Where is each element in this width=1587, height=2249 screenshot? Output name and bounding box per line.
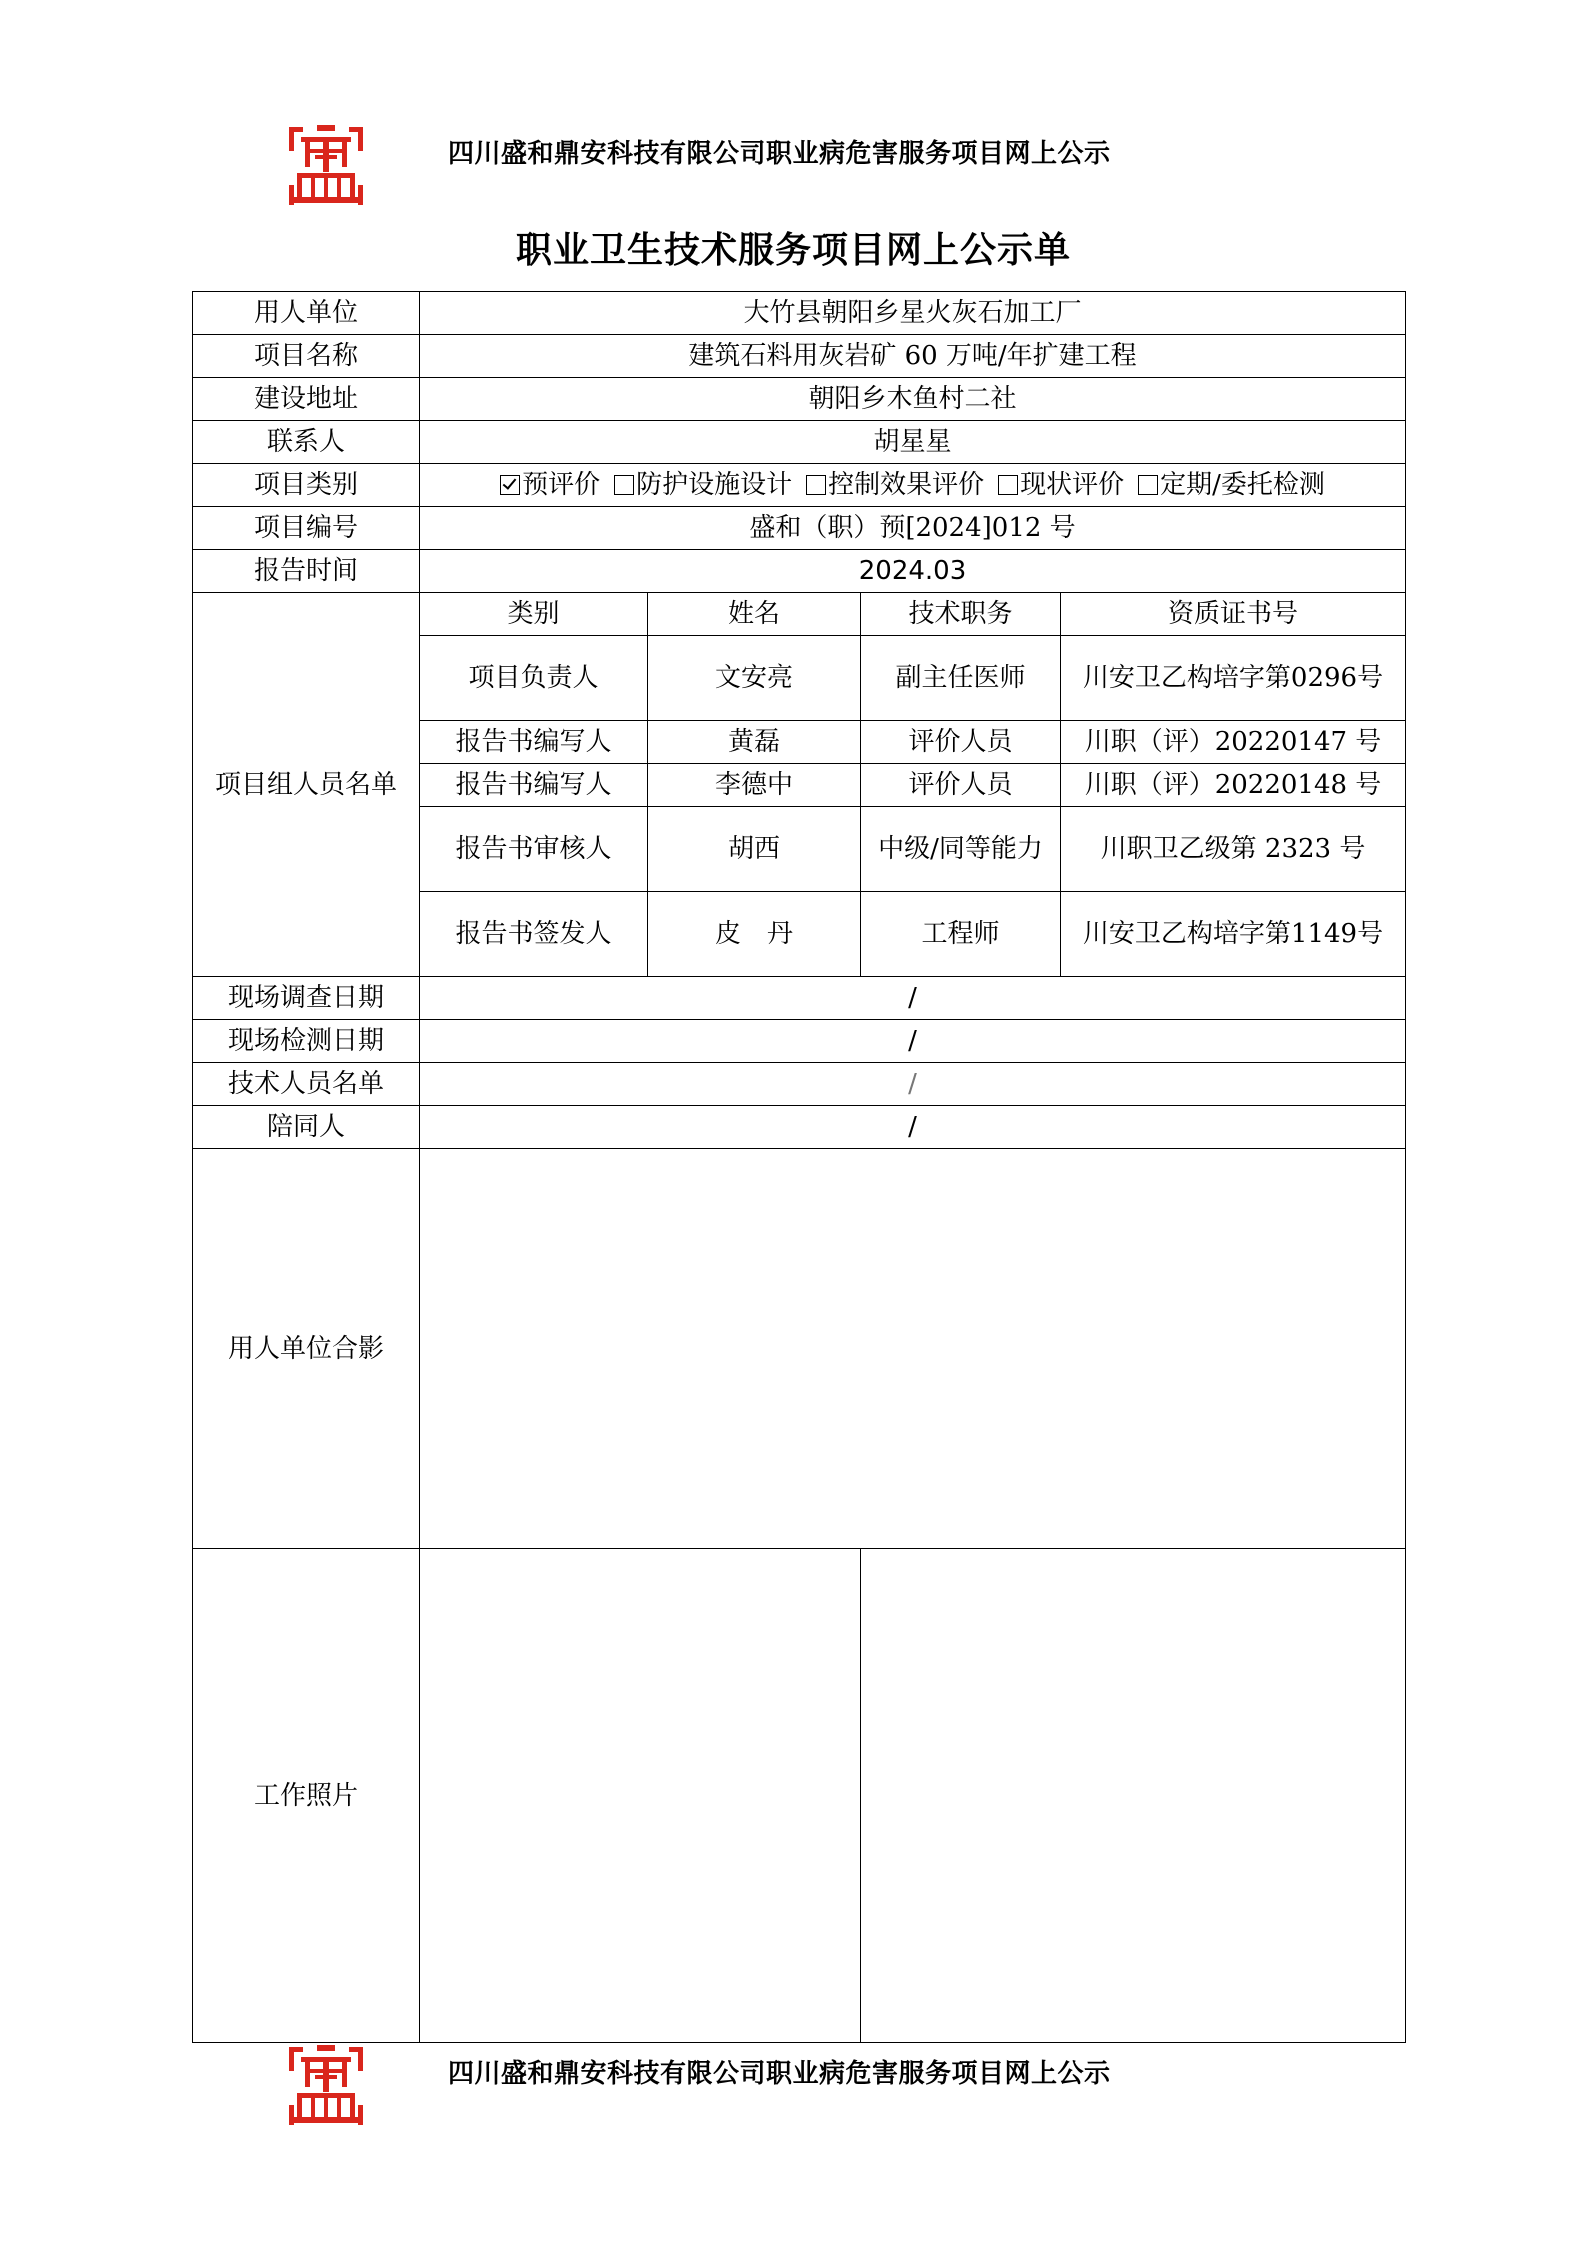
member-cert: 川职（评）20220148 号 (1061, 764, 1406, 807)
report-time-label: 报告时间 (193, 550, 420, 593)
row-survey-date (193, 977, 1406, 1020)
row-employer (193, 292, 1406, 335)
row-project-no (193, 507, 1406, 550)
team-header-role: 类别 (420, 593, 648, 636)
row-technicians (193, 1063, 1406, 1106)
row-project-type (193, 464, 1406, 507)
member-role: 报告书签发人 (420, 892, 648, 977)
technicians-label: 技术人员名单 (193, 1063, 420, 1106)
survey-date-value: / (420, 977, 1406, 1020)
work-photo-area-left (420, 1549, 861, 2043)
row-contact (193, 421, 1406, 464)
member-role: 报告书审核人 (420, 807, 648, 892)
team-header-cert: 资质证书号 (1061, 593, 1406, 636)
row-address (193, 378, 1406, 421)
technicians-value: / (420, 1063, 1406, 1106)
company-line: 四川盛和鼎安科技有限公司职业病危害服务项目网上公示 (448, 2059, 1111, 2089)
checkbox-icon[interactable] (806, 475, 826, 495)
page-header (0, 125, 1587, 215)
document-title: 职业卫生技术服务项目网上公示单 (515, 229, 1071, 271)
project-no-value: 盛和（职）预[2024]012 号 (420, 507, 1406, 550)
member-role: 报告书编写人 (420, 721, 648, 764)
member-cert: 川安卫乙构培字第1149号 (1061, 892, 1406, 977)
option-protection-design[interactable] (614, 465, 792, 505)
option-label: 现状评价 (1020, 470, 1125, 500)
member-name: 李德中 (648, 764, 861, 807)
member-name: 皮 丹 (648, 892, 861, 977)
announcement-form (192, 291, 1406, 2043)
companion-value: / (420, 1106, 1406, 1149)
checkbox-icon[interactable] (1138, 475, 1158, 495)
option-label: 控制效果评价 (828, 470, 985, 500)
company-line: 四川盛和鼎安科技有限公司职业病危害服务项目网上公示 (448, 139, 1111, 169)
contact-label: 联系人 (193, 421, 420, 464)
survey-date-label: 现场调查日期 (193, 977, 420, 1020)
row-group-photo (193, 1149, 1406, 1549)
member-title: 副主任医师 (861, 636, 1061, 721)
option-status-evaluation[interactable] (998, 465, 1124, 505)
option-label: 预评价 (522, 470, 601, 500)
work-photo-area-right (861, 1549, 1406, 2043)
company-logo (287, 125, 365, 207)
companion-label: 陪同人 (193, 1106, 420, 1149)
project-type-label: 项目类别 (193, 464, 420, 507)
option-label: 防护设施设计 (636, 470, 793, 500)
member-role: 报告书编写人 (420, 764, 648, 807)
contact-value: 胡星星 (420, 421, 1406, 464)
option-label: 定期/委托检测 (1160, 470, 1325, 500)
option-control-evaluation[interactable] (806, 465, 984, 505)
page-footer (0, 2045, 1587, 2135)
project-name-label: 项目名称 (193, 335, 420, 378)
member-title: 评价人员 (861, 764, 1061, 807)
shenghe-logo-icon (287, 2045, 365, 2127)
member-cert: 川职卫乙级第 2323 号 (1061, 807, 1406, 892)
member-name: 文安亮 (648, 636, 861, 721)
company-logo (287, 2045, 365, 2127)
row-report-time (193, 550, 1406, 593)
team-header-title: 技术职务 (861, 593, 1061, 636)
option-periodic-testing[interactable] (1138, 465, 1325, 505)
member-cert: 川职（评）20220147 号 (1061, 721, 1406, 764)
checkbox-icon[interactable] (998, 475, 1018, 495)
member-title: 工程师 (861, 892, 1061, 977)
address-value: 朝阳乡木鱼村二社 (420, 378, 1406, 421)
address-label: 建设地址 (193, 378, 420, 421)
shenghe-logo-icon (287, 125, 365, 207)
employer-value: 大竹县朝阳乡星火灰石加工厂 (420, 292, 1406, 335)
project-no-label: 项目编号 (193, 507, 420, 550)
project-type-options (420, 464, 1406, 507)
row-work-photos (193, 1549, 1406, 2043)
row-companion (193, 1106, 1406, 1149)
member-name: 黄磊 (648, 721, 861, 764)
test-date-value: / (420, 1020, 1406, 1063)
group-photo-label: 用人单位合影 (193, 1149, 420, 1549)
member-name: 胡西 (648, 807, 861, 892)
member-role: 项目负责人 (420, 636, 648, 721)
member-title: 评价人员 (861, 721, 1061, 764)
member-cert: 川安卫乙构培字第0296号 (1061, 636, 1406, 721)
checkbox-icon[interactable] (614, 475, 634, 495)
option-pre-evaluation[interactable] (500, 465, 600, 505)
project-name-value: 建筑石料用灰岩矿 60 万吨/年扩建工程 (420, 335, 1406, 378)
team-header-row (193, 593, 1406, 636)
row-test-date (193, 1020, 1406, 1063)
row-project-name (193, 335, 1406, 378)
employer-label: 用人单位 (193, 292, 420, 335)
report-time-value: 2024.03 (420, 550, 1406, 593)
member-title: 中级/同等能力 (861, 807, 1061, 892)
group-photo-area (420, 1149, 1406, 1549)
work-photos-label: 工作照片 (193, 1549, 420, 2043)
team-label: 项目组人员名单 (193, 593, 420, 977)
team-header-name: 姓名 (648, 593, 861, 636)
test-date-label: 现场检测日期 (193, 1020, 420, 1063)
checkbox-icon[interactable] (500, 475, 520, 495)
